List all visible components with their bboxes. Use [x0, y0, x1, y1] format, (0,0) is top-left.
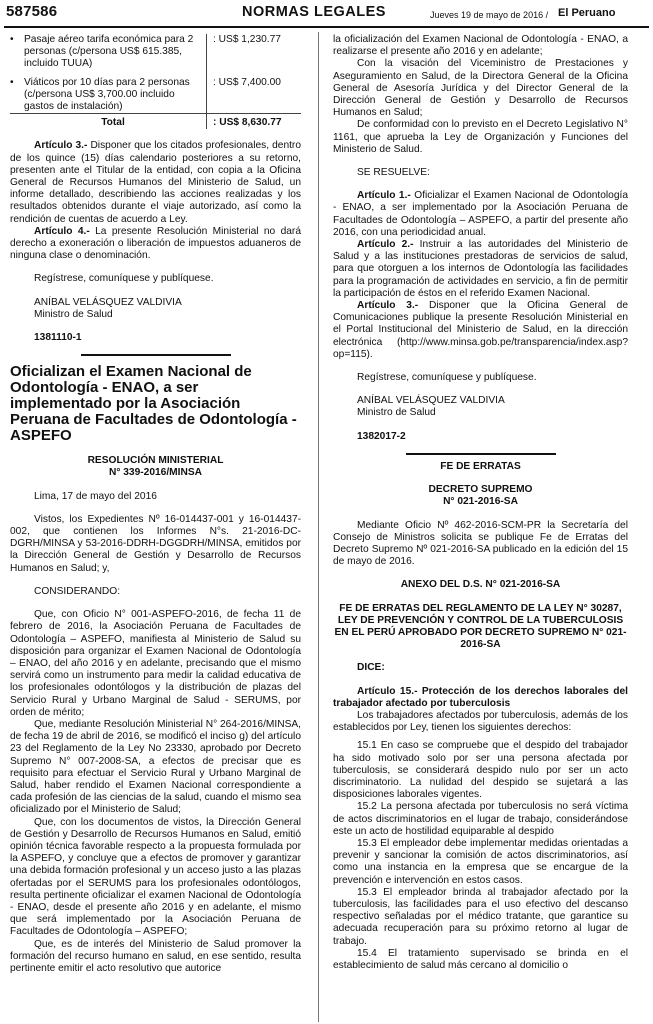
article-heading: Artículo 2.- — [357, 239, 414, 251]
decree-type: DECRETO SUPREMO — [428, 484, 533, 496]
section-title: NORMAS LEGALES — [242, 4, 386, 20]
cost-description: Viáticos por 10 días para 2 personas (c/persona US$ 3,700.00 incluido gastos de instalación) — [24, 77, 207, 114]
bullet: • — [10, 76, 14, 88]
cost-table — [10, 34, 301, 129]
page-header — [0, 0, 653, 28]
considerando-heading: CONSIDERANDO: — [34, 585, 121, 597]
total-amount: : US$ 8,630.77 — [207, 114, 302, 130]
cost-amount: : US$ 7,400.00 — [213, 76, 281, 88]
article-3 — [10, 140, 301, 225]
resuelve-heading: SE RESUELVE: — [357, 167, 430, 179]
decree-number: N° 021-2016-SA — [443, 496, 518, 508]
article-text: Disponer que los citados profesionales, dentro de los quince (15) días calendario posteriores a su retorno, presenten ante el Titular de la entidad, con copia a la Oficina General de Recursos Humanos del Ministerio de Salud, un informe detallado, describiendo las acciones realizadas y los resultados obtenidos durante el viaje autorizado, así como la rendición de cuentas de acuerdo a Ley. — [10, 140, 301, 225]
closing-formula: Regístrese, comuníquese y publíquese. — [357, 372, 537, 384]
signer-name: ANÍBAL VELÁSQUEZ VALDIVIA — [357, 395, 505, 407]
paragraph: Que, es de interés del Ministerio de Salud promover la formación del recurso humano en salud, en ese sentido, resulta pertinente emitir el acto resolutivo que autorice — [10, 938, 301, 974]
errata-title: FE DE ERRATAS DEL REGLAMENTO DE LA LEY N° 30287, LEY DE PREVENCIÓN Y CONTROL DE LA TUBERCULOSIS EN EL PERÚ APROBADO POR DECRETO SUPREMO N° 021-2016-SA — [334, 602, 627, 651]
newspaper-name: El Peruano — [558, 7, 616, 19]
article-3 — [333, 300, 628, 361]
article-4 — [10, 226, 301, 263]
errata-heading: FE DE ERRATAS — [440, 460, 521, 472]
paragraph: 15.2 La persona afectada por tuberculosis no será víctima de actos discriminatorios en el lugar de trabajo, considerándose este un acto de hostilidad equiparable al despido — [333, 801, 628, 837]
paragraph: Mediante Oficio Nº 462-2016-SCM-PR la Secretaría del Consejo de Ministros solicita se publique Fe de Erratas del Decreto Supremo Nº 021-2016-SA publicado en la edición del 15 de mayo de 2016. — [333, 519, 628, 568]
article-heading: Artículo 3.- — [357, 300, 419, 312]
article-2 — [333, 239, 628, 300]
cost-row — [10, 34, 301, 71]
paragraph: 15.1 En caso se compruebe que el despido del trabajador ha sido motivado solo por ser una persona afectada por tuberculosis, se considerará despido nulo por ser un acto discriminatorio. La nulidad del despido se sujetará a las disposiciones laborales vigentes. — [333, 740, 628, 801]
paragraph: 15.3 El empleador debe implementar medidas orientadas a prevenir y sancionar la comisión de actos discriminatorios, así como una instancia en la empresa que se encargue de la prevención e intervención en estos casos. — [333, 837, 628, 886]
article-text: Oficializar el Examen Nacional de Odontología - ENAO, a ser implementado por la Asociación Peruana de Facultades de Odontología – ASPEFO, a partir del presente año 2016, con una periodicidad anual. — [333, 190, 628, 238]
article-heading: Artículo 1.- — [357, 190, 411, 202]
article-15-heading: Artículo 15.- Protección de los derechos laborales del trabajador afectado por tuberculosis — [333, 685, 628, 709]
column-divider — [318, 32, 319, 1022]
cost-description: Pasaje aéreo tarifa económica para 2 personas (c/persona US$ 615.385, incluido TUUA) — [24, 34, 207, 71]
signer-name: ANÍBAL VELÁSQUEZ VALDIVIA — [34, 296, 182, 308]
resolution-type: RESOLUCIÓN MINISTERIAL — [87, 455, 224, 467]
paragraph: Con la visación del Viceministro de Prestaciones y Aseguramiento en Salud, de la Directora General de la Oficina General de Asesoría Jurídica y del Director General de la Dirección General de Gestión y Desarrollo de Recursos Humanos en Salud; — [333, 58, 628, 119]
vistos-paragraph: Vistos, los Expedientes Nº 16-014437-001 y 16-014437-002, que contienen los Informes N°s. 21-2016-DC-DGRH/MINSA y 53-2016-DDRH-DGGDRH/MINSA, emitidos por la Dirección General de Gestión y Desarrollo de Recursos Humanos en Salud; y, — [10, 513, 301, 574]
left-column — [10, 34, 301, 975]
issue-date: Jueves 19 de mayo de 2016 / — [430, 10, 549, 20]
paragraph: Que, con Oficio N° 001-ASPEFO-2016, de fecha 11 de febrero de 2016, la Asociación Peruana de Facultades de Odontología – ASPEFO, manifiesta al Ministerio de Salud su disposición para organizar el Examen Nacional de Odontología – ENAO, del año 2016 y en adelante, precisando que el mismo servirá como un instrumento para medir la calidad educativa de los profesionales odontólogos y la distribución de plazas del Servicio Rural y Urbano Marginal de Salud - SERUMS, por orden de mérito; — [10, 609, 301, 718]
publication-code: 1381110-1 — [34, 332, 82, 344]
publication-code: 1382017-2 — [357, 430, 406, 442]
norm-title: Oficializan el Examen Nacional de Odontología - ENAO, a ser implementado por la Asociación Peruana de Facultades de Odontología - ASPEFO — [10, 363, 297, 445]
total-row — [10, 114, 301, 130]
bullet: • — [10, 34, 14, 45]
paragraph: Los trabajadores afectados por tuberculosis, además de los establecidos por Ley, tienen los siguientes derechos: — [333, 709, 628, 734]
signer-role: Ministro de Salud — [34, 308, 113, 320]
paragraph: Que, con los documentos de vistos, la Dirección General de Gestión y Desarrollo de Recursos Humanos en Salud, emitió opinión técnica favorable respecto a la propuesta formulada por la ASPEFO, y concluye que a efectos de promover y garantizar una debida formación profesional y un acceso justo a las plazas ofertadas por el SERUMS para los profesionales odontólogos, resulta pertinente oficializar el examen Nacional de Odontología - ENAO, desde el presente año 2016 y en adelante, el mismo que será implementado por la Asociación Peruana de Facultades de Odontología – ASPEFO; — [10, 816, 301, 938]
resolution-number: N° 339-2016/MINSA — [109, 467, 202, 479]
paragraph: 15.3 El empleador brinda al trabajador afectado por la tuberculosis, las facilidades para el uso efectivo del descanso respectivo señaladas por el médico tratante, que garantice su adecuada recuperación para su próximo retorno al lugar de trabajo. — [333, 886, 628, 947]
article-text: Instruir a las autoridades del Ministerio de Salud y a las instituciones prestadoras de servicios de salud, para que otorguen a los internos de Odontología las facilidades para la programación de actividades en servicio, a fin de permitir la participación de éstos en el referido Examen Nacional. — [333, 239, 628, 299]
closing-formula: Regístrese, comuníquese y publíquese. — [34, 273, 214, 285]
total-label: Total — [24, 114, 207, 130]
paragraph: Que, mediante Resolución Ministerial N° 264-2016/MINSA, de fecha 19 de abril de 2016, se modificó el inciso g) del artículo 23 del Reglamento de la Ley No 23330, aprobado por Decreto Supremo N° 007-2008-SA, a efectos de precisar que es requisito para efectuar el Servicio Rural y Urbano Marginal de Salud, haber rendido el Examen Nacional correspondiente a cada profesión de las ciencias de la salud, cuando el mismo sea oficializado por el Ministerio de Salud; — [10, 718, 301, 816]
article-heading: Artículo 3.- — [34, 140, 88, 152]
article-text: La presente Resolución Ministerial no dará derecho a exoneración o liberación de impuestos aduaneros de ninguna clase o denominación. — [10, 225, 301, 262]
annex-heading: ANEXO DEL D.S. N° 021-2016-SA — [400, 579, 561, 591]
dice-heading: DICE: — [357, 662, 385, 674]
page-number: 587586 — [6, 3, 58, 20]
cost-amount: : US$ 1,230.77 — [213, 34, 281, 45]
place-date: Lima, 17 de mayo del 2016 — [34, 490, 157, 502]
paragraph: 15.4 El tratamiento supervisado se brinda en el establecimiento de salud más cercano al domicilio o — [333, 947, 628, 971]
signer-role: Ministro de Salud — [357, 407, 436, 419]
paragraph: De conformidad con lo previsto en el Decreto Legislativo N° 1161, que aprueba la Ley de Organización y Funciones del Ministerio de Salud. — [333, 119, 628, 155]
right-column — [333, 34, 628, 972]
paragraph: la oficialización del Examen Nacional de Odontología - ENAO, a realizarse el presente año 2016 y en adelante; — [333, 34, 628, 58]
header-rule — [4, 26, 649, 28]
article-text: Disponer que la Oficina General de Comunicaciones publique la presente Resolución Ministerial en el Portal Institucional del Ministerio de Salud, en la dirección electrónica (http://www.minsa.gob.pe/transparencia/index.asp?op=115). — [333, 300, 628, 360]
cost-row — [10, 77, 301, 114]
article-1 — [333, 190, 628, 239]
article-heading: Artículo 4.- — [34, 225, 90, 237]
